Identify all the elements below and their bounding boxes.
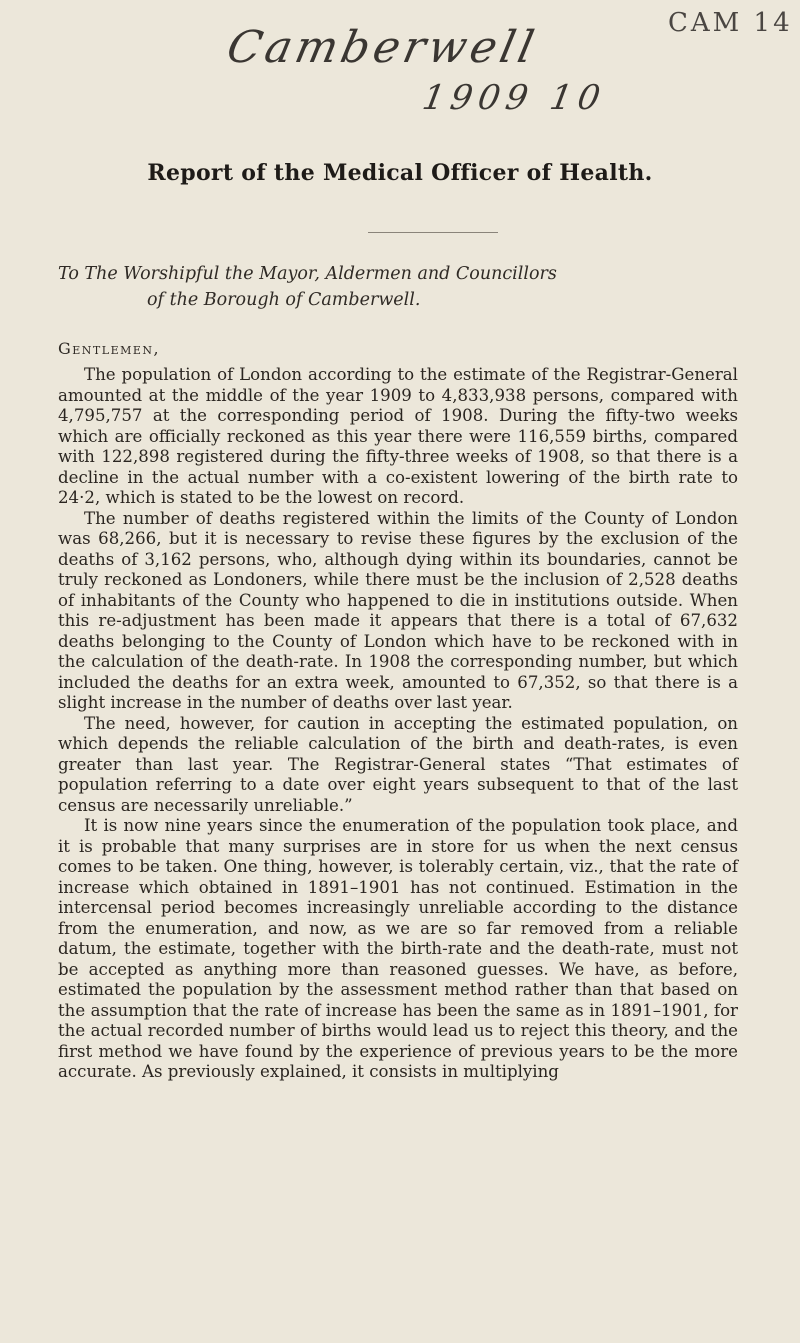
- paragraph-estimation: It is now nine years since the enumeration of the population took place, and it is probable that many surprises are in store for us when the next census comes to be taken. One thing, however, is tolerably certain, viz., that the rate of increase which obtained in 1891–1901 has not continued. Estimation in the intercensal period becomes increasingly unreliable according to the distance from the enumeration, and now, as we are so far removed from a reliable datum, the estimate, together with the birth-rate and the death-rate, must not be accepted as anything more than reasoned guesses. We have, as before, estimated the population by the assessment method rather than that based on the assumption that the rate of increase has been the same as in 1891–1901, for the actual recorded number of births would lead us to reject this theory, and the first method we have found by the experience of previous years to be the more accurate. As previously explained, it consists in multiplying: [58, 816, 738, 1081]
- handwritten-years: 1909 10: [419, 78, 610, 118]
- address-line-1: To The Worshipful the Mayor, Aldermen and Councillors: [58, 264, 557, 284]
- page-title: Report of the Medical Officer of Health.: [147, 160, 653, 186]
- salutation: Gentlemen,: [58, 339, 161, 358]
- paragraph-caution: The need, however, for caution in accepting the estimated population, on which depends the reliable calculation of the birth and death-rates, is even greater than last year. The Registrar-General states “That estimates of population referring to a date over eight years subsequent to that of the last census are necessarily unreliable.”: [58, 713, 738, 815]
- title-divider: [368, 232, 498, 233]
- handwritten-archive-code: CAM 14: [668, 8, 793, 38]
- paragraph-population: The population of London according to the estimate of the Registrar-General amounted at the middle of the year 1909 to 4,833,938 persons, compared with 4,795,757 at the corresponding period of 1908. During the fifty-two weeks which are officially reckoned as this year there were 116,559 births, compared with 122,898 registered during the fifty-three weeks of 1908, so that there is a decline in the actual number with a co-existent lowering of the birth rate to 24·2, which is stated to be the lowest on record.: [58, 365, 738, 507]
- handwritten-borough-name: Camberwell: [222, 22, 543, 73]
- report-body: [58, 360, 738, 1083]
- paragraph-deaths: The number of deaths registered within the limits of the County of London was 68,266, but it is necessary to revise these figures by the exclusion of the deaths of 3,162 persons, who, although dying within its boundaries, cannot be truly reckoned as Londoners, while there must be the inclusion of 2,528 deaths of inhabitants of the County who happened to die in institutions outside. When this re-adjustment has been made it appears that there is a total of 67,632 deaths belonging to the County of London which have to be reckoned with in the calculation of the death-rate. In 1908 the corresponding number, but which included the deaths for an extra week, amounted to 67,352, so that there is a slight increase in the number of deaths over last year.: [58, 508, 738, 712]
- address-line-2: of the Borough of Camberwell.: [147, 290, 421, 310]
